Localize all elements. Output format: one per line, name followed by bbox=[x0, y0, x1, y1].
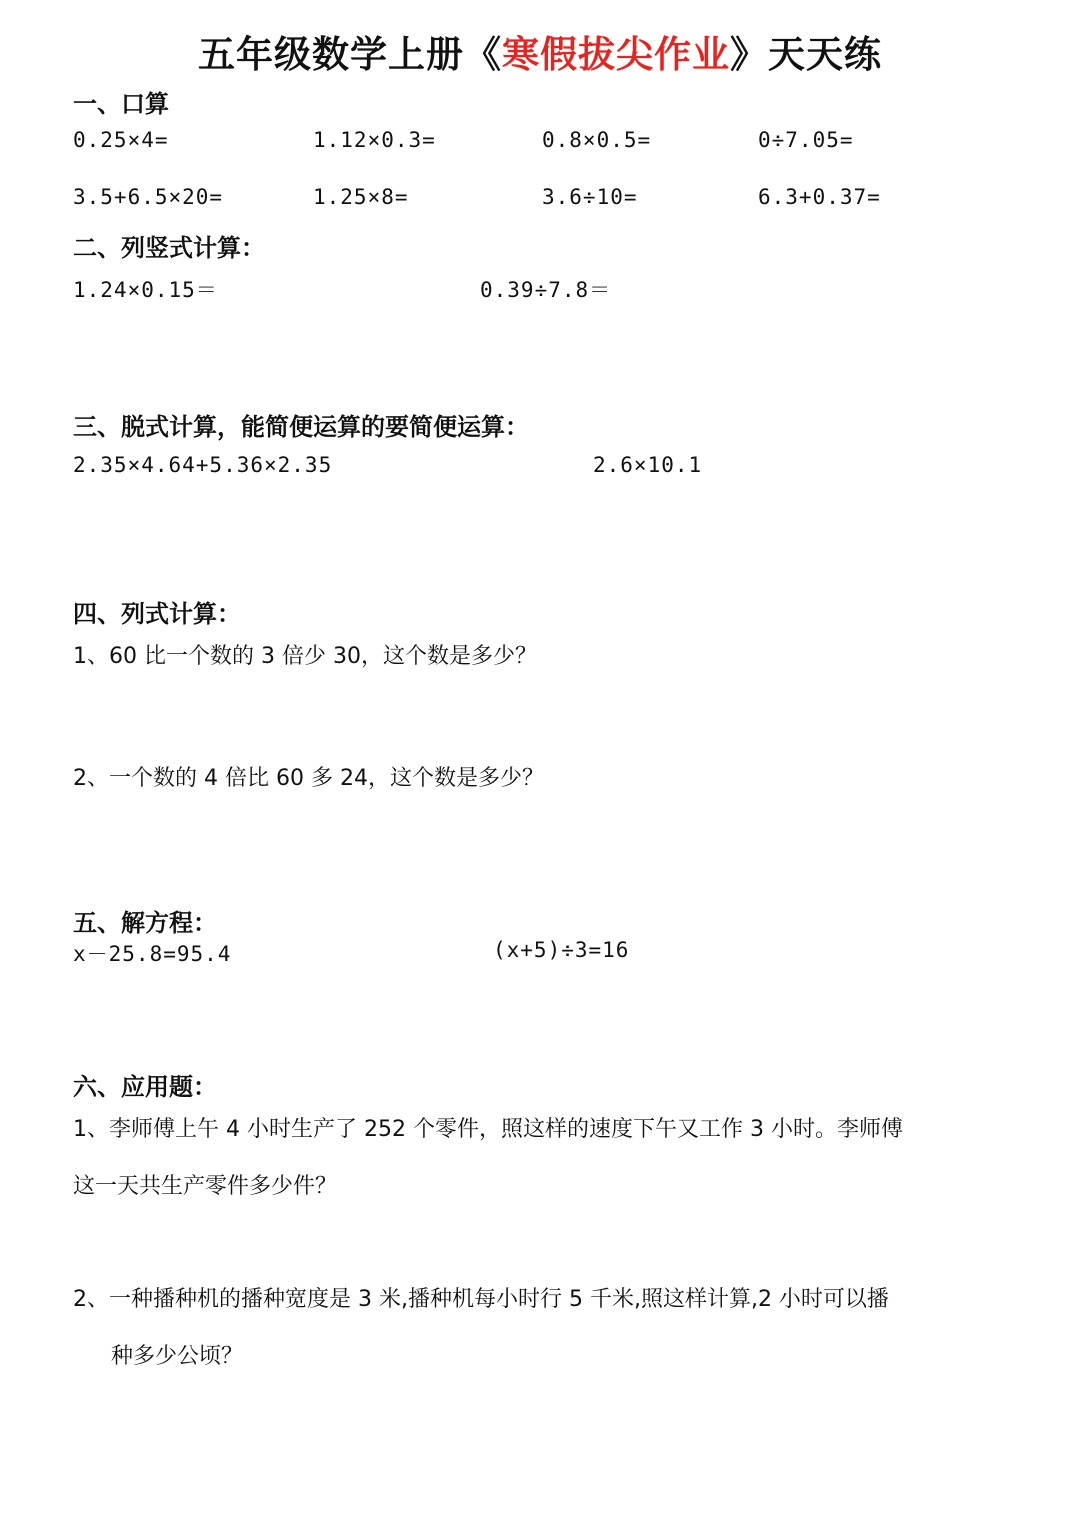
application-problem-line: 2、一种播种机的播种宽度是 3 米,播种机每小时行 5 千米,照这样计算,2 小时可以播 bbox=[73, 1287, 889, 1312]
section3-heading: 三、脱式计算，能简便运算的要简便运算： bbox=[73, 413, 529, 441]
vertical-calc-item: 1.24×0.15＝ bbox=[73, 278, 218, 302]
title-highlight: 寒假拔尖作业 bbox=[502, 33, 730, 76]
application-problem-line: 这一天共生产零件多少件？ bbox=[73, 1174, 338, 1199]
equation-item: x－25.8=95.4 bbox=[73, 942, 232, 966]
equation-item: (x+5)÷3=16 bbox=[493, 938, 630, 962]
section1-heading: 一、口算 bbox=[73, 90, 169, 118]
section6-heading: 六、应用题： bbox=[73, 1073, 217, 1101]
word-problem: 1、60 比一个数的 3 倍少 30，这个数是多少？ bbox=[73, 644, 537, 669]
application-problem-line: 种多少公顷？ bbox=[111, 1344, 244, 1369]
section5-heading: 五、解方程： bbox=[73, 909, 217, 937]
oral-calc-item: 3.5+6.5×20= bbox=[73, 185, 224, 209]
oral-calc-item: 6.3+0.37= bbox=[758, 185, 881, 209]
step-calc-item: 2.35×4.64+5.36×2.35 bbox=[73, 453, 333, 477]
oral-calc-item: 3.6÷10= bbox=[542, 185, 638, 209]
application-problem-line: 1、李师傅上午 4 小时生产了 252 个零件，照这样的速度下午又工作 3 小时。李师傅 bbox=[73, 1117, 903, 1142]
vertical-calc-item: 0.39÷7.8＝ bbox=[480, 278, 612, 302]
word-problem: 2、一个数的 4 倍比 60 多 24，这个数是多少？ bbox=[73, 766, 544, 791]
section4-heading: 四、列式计算： bbox=[73, 600, 241, 628]
title-suffix: 》天天练 bbox=[730, 33, 882, 76]
oral-calc-item: 1.12×0.3= bbox=[313, 128, 436, 152]
oral-calc-item: 0.25×4= bbox=[73, 128, 169, 152]
page-title bbox=[0, 24, 1080, 78]
section2-heading: 二、列竖式计算： bbox=[73, 234, 265, 262]
oral-calc-item: 0.8×0.5= bbox=[542, 128, 652, 152]
oral-calc-item: 1.25×8= bbox=[313, 185, 409, 209]
oral-calc-item: 0÷7.05= bbox=[758, 128, 854, 152]
step-calc-item: 2.6×10.1 bbox=[593, 453, 703, 477]
title-prefix: 五年级数学上册《 bbox=[198, 33, 502, 76]
